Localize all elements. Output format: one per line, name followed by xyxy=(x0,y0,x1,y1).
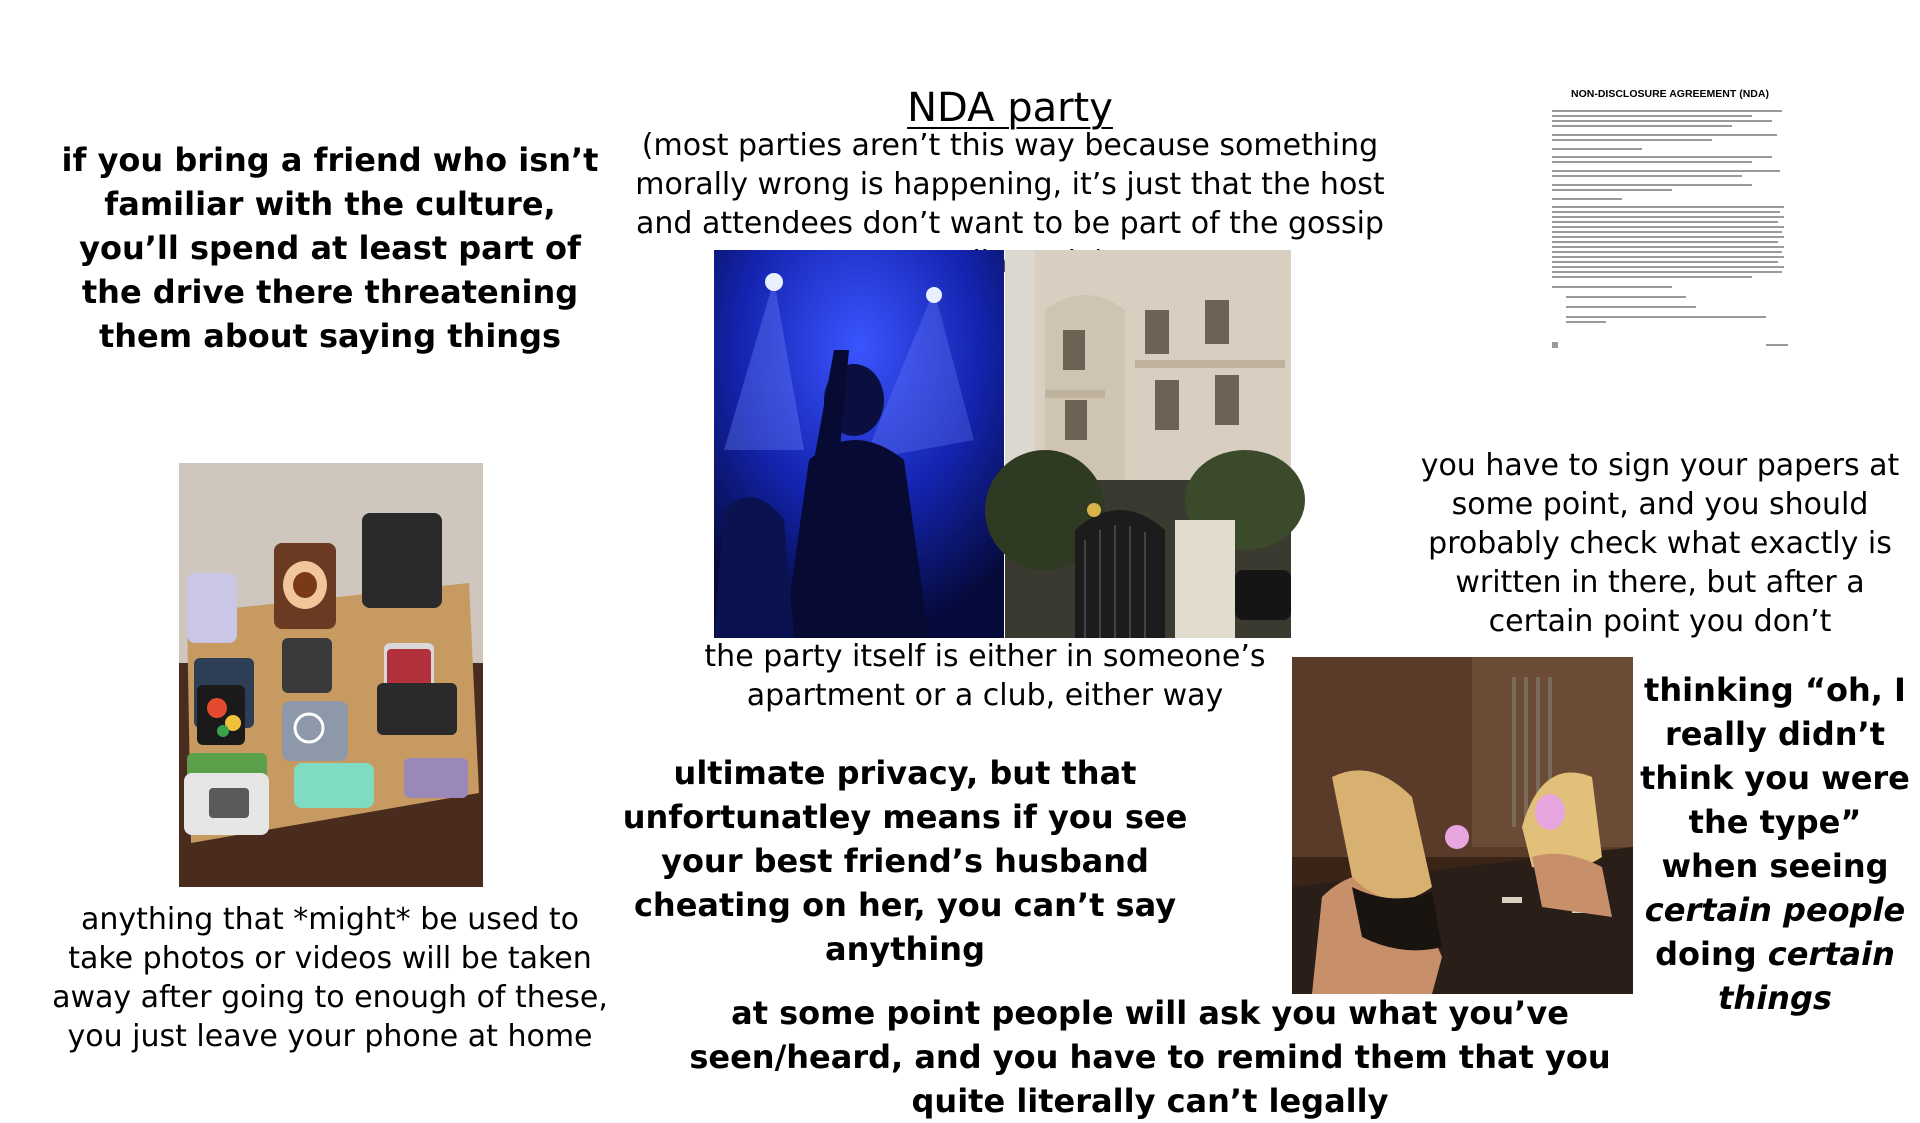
thinking-text-part2: doing xyxy=(1655,935,1768,973)
thinking-text xyxy=(1640,668,1910,1020)
nda-document-image xyxy=(1540,84,1800,434)
building-photo xyxy=(1005,250,1291,638)
thinking-text-italic2: certain things xyxy=(1718,935,1895,1017)
subtitle: (most parties aren’t this way because something morally wrong is happening, it’s just that the host and attendees don’t want to be part of the gossip xyxy=(635,128,1385,241)
papers-caption: you have to sign your papers at some point, and you should probably check what exactly is written in there, but after a certain point you don’t xyxy=(1420,448,1900,639)
phone-organizer-photo xyxy=(179,463,483,887)
legally-text: at some point people will ask you what you’ve seen/heard, and you have to remind them that you quite literally can’t legally xyxy=(689,994,1611,1120)
friend-culture-text: if you bring a friend who isn’t familiar with the culture, you’ll spend at least part of the drive there threatening them about saying things xyxy=(61,141,599,355)
party-location-caption: the party itself is either in someone’s apartment or a club, either way xyxy=(704,639,1266,713)
thinking-text-italic1: certain people xyxy=(1644,891,1906,929)
nda-document-heading: NON-DISCLOSURE AGREEMENT (NDA) xyxy=(1571,88,1769,100)
nda-document-text-lines xyxy=(1540,106,1800,434)
thinking-text-part1: thinking “oh, I really didn’t think you were the type” when seeing xyxy=(1640,671,1910,885)
club-photo xyxy=(714,250,1004,638)
page-title: NDA party xyxy=(907,85,1113,131)
privacy-text: ultimate privacy, but that unfortunatley means if you see your best friend’s husband cheating on her, you can’t say anything xyxy=(622,754,1188,968)
mirror-photo xyxy=(1292,657,1633,994)
phones-caption: anything that *might* be used to take photos or videos will be taken away after going to enough of these, you just leave your phone at home xyxy=(52,902,608,1054)
